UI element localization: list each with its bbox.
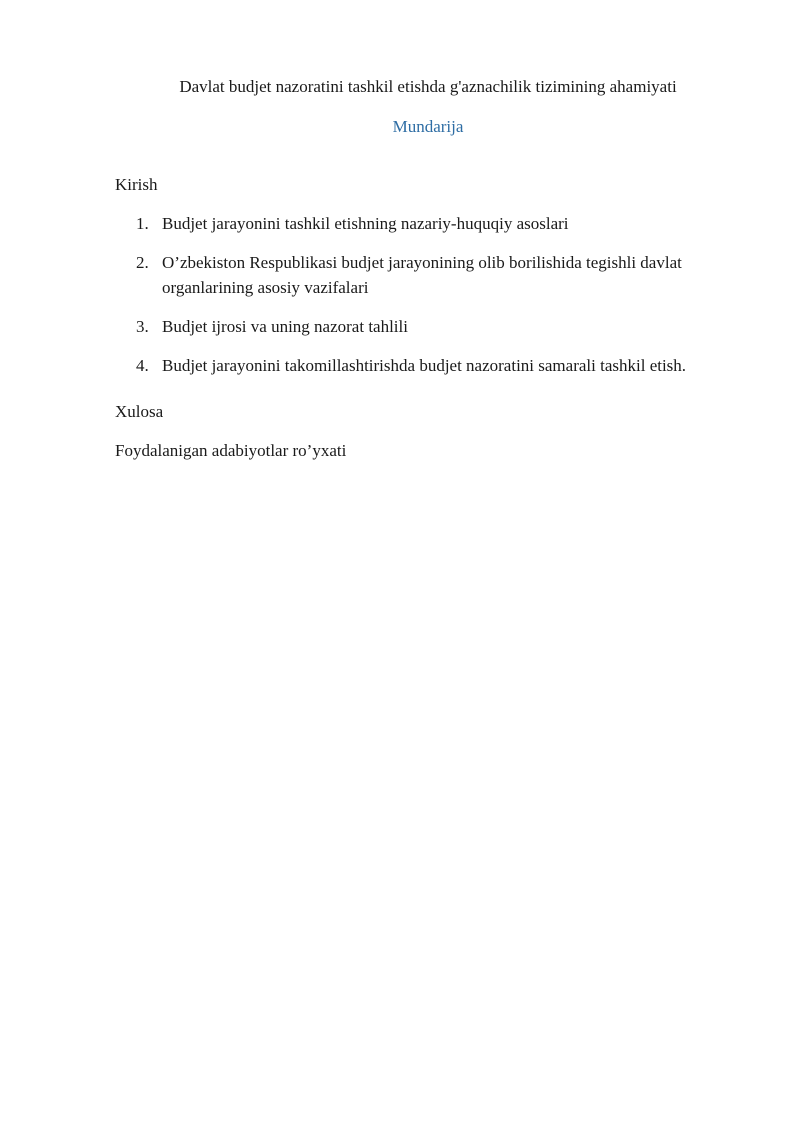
toc-heading: Mundarija <box>392 117 464 136</box>
toc-item-text: Budjet jarayonini tashkil etishning nazariy-huquqiy asoslari <box>162 214 569 233</box>
toc-item-number: 2. <box>136 253 149 272</box>
document-title: Davlat budjet nazoratini tashkil etishda g'aznachilik tizimining ahamiyati <box>179 77 677 96</box>
toc-item-number: 3. <box>136 317 149 336</box>
toc-item-text: Budjet jarayonini takomillashtirishda budjet nazoratini samarali tashkil etish. <box>162 356 687 375</box>
toc-item-2 <box>115 250 755 300</box>
toc-item-number: 4. <box>136 356 149 375</box>
toc-entry-references: Foydalanigan adabiyotlar ro’yxati <box>115 441 347 460</box>
toc-item-text: Budjet ijrosi va uning nazorat tahlili <box>162 317 408 336</box>
toc-item-3 <box>115 314 755 339</box>
toc-item-4 <box>115 353 755 378</box>
toc-item-1 <box>115 211 755 236</box>
toc-item-number: 1. <box>136 214 149 233</box>
toc-item-text: O’zbekiston Respublikasi budjet jarayonining olib borilishida tegishli davlat organlarining asosiy vazifalari <box>162 253 682 297</box>
toc-list <box>115 211 755 392</box>
toc-entry-conclusion: Xulosa <box>115 402 164 421</box>
toc-entry-intro: Kirish <box>115 175 158 194</box>
